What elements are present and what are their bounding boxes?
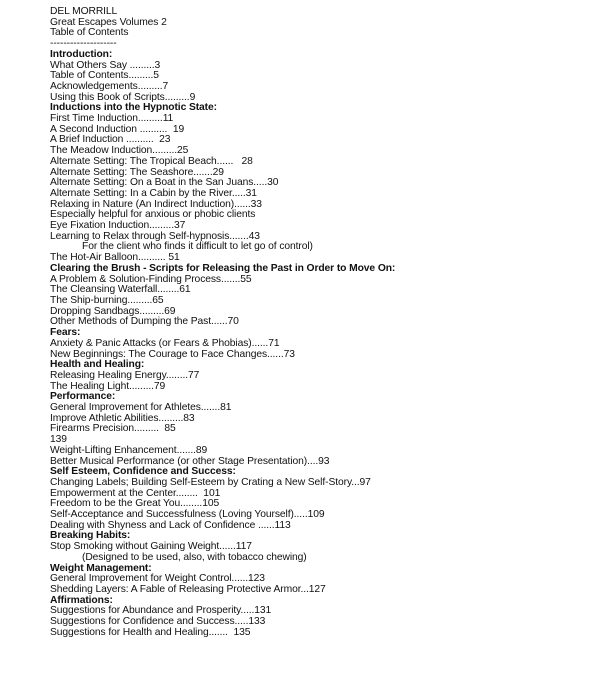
toc-entry: A Problem & Solution-Finding Process.......55 (50, 273, 252, 285)
section-heading: Breaking Habits: (50, 530, 131, 542)
toc-entry: Relaxing in Nature (An Indirect Induction)......33 (50, 198, 262, 210)
toc-entry: Dropping Sandbags.........69 (50, 305, 176, 317)
toc-entry: Suggestions for Health and Healing....... 135 (50, 626, 251, 638)
section-heading: Health and Healing: (50, 359, 145, 371)
toc-entry: Eye Fixation Induction.........37 (50, 220, 186, 232)
toc-entry: Other Methods of Dumping the Past......70 (50, 316, 239, 328)
toc-entry: The Cleansing Waterfall........61 (50, 284, 191, 296)
toc-entry: Table of Contents.........5 (50, 70, 159, 82)
book-title: Great Escapes Volumes 2 (50, 16, 167, 28)
toc-entry: Alternate Setting: The Tropical Beach...... 28 (50, 155, 253, 167)
toc-entry: The Hot-Air Balloon.......... 51 (50, 252, 180, 264)
toc-entry: Shedding Layers: A Fable of Releasing Protective Armor...127 (50, 583, 326, 595)
toc-entry: Alternate Setting: The Seashore.......29 (50, 166, 224, 178)
toc-entry: 139 (50, 434, 67, 446)
toc-entry: Empowerment at the Center........ 101 (50, 487, 221, 499)
toc-entry: Suggestions for Abundance and Prosperity.....131 (50, 605, 272, 617)
section-heading: Self Esteem, Confidence and Success: (50, 466, 236, 478)
toc-entry: General Improvement for Weight Control......123 (50, 573, 265, 585)
author-name: DEL MORRILL (50, 6, 118, 17)
section-heading: Affirmations: (50, 594, 113, 606)
toc-entry: Freedom to be the Great You........105 (50, 498, 220, 510)
toc-entry: New Beginnings: The Courage to Face Changes......73 (50, 348, 295, 360)
toc-entry: Dealing with Shyness and Lack of Confidence ......113 (50, 519, 291, 531)
section-heading: Fears: (50, 327, 81, 339)
dashed-rule: -------------------- (50, 38, 117, 50)
toc-entry: For the client who finds it difficult to let go of control) (82, 241, 313, 253)
section-heading: Performance: (50, 391, 116, 403)
toc-entry: The Healing Light.........79 (50, 380, 166, 392)
toc-entry: Suggestions for Confidence and Success.....133 (50, 616, 266, 628)
section-heading: Weight Management: (50, 562, 152, 574)
toc-entry: Self-Acceptance and Successfulness (Loving Yourself).....109 (50, 509, 325, 521)
section-heading: Clearing the Brush - Scripts for Releasing the Past in Order to Move On: (50, 262, 396, 274)
toc-entry: A Brief Induction .......... 23 (50, 134, 171, 146)
toc-heading: Table of Contents (50, 27, 129, 39)
toc-entry: Improve Athletic Abilities.........83 (50, 412, 195, 424)
toc-entry: Using this Book of Scripts.........9 (50, 91, 196, 103)
toc-entry: General Improvement for Athletes.......81 (50, 402, 232, 414)
toc-entry: First Time Induction.........11 (50, 113, 174, 125)
toc-entry: (Designed to be used, also, with tobacco chewing) (82, 551, 307, 563)
toc-entry: Changing Labels; Building Self-Esteem by Crating a New Self-Story...97 (50, 476, 371, 488)
toc-entry: Better Musical Performance (or other Stage Presentation)....93 (50, 455, 330, 467)
toc-entry: Alternate Setting: On a Boat in the San Juans.....30 (50, 177, 279, 189)
document-page (50, 7, 590, 638)
toc-entry: A Second Induction .......... 19 (50, 123, 185, 135)
toc-entry: Stop Smoking without Gaining Weight......117 (50, 541, 252, 553)
toc-entry: Firearms Precision......... 85 (50, 423, 176, 435)
toc-entry: Learning to Relax through Self-hypnosis.......43 (50, 230, 260, 242)
toc-entry: Acknowledgements.........7 (50, 80, 169, 92)
toc-entry: What Others Say .........3 (50, 59, 161, 71)
toc-entry: The Ship-burning.........65 (50, 294, 164, 306)
toc-entry: Anxiety & Panic Attacks (or Fears & Phobias)......71 (50, 337, 280, 349)
toc-entry: Weight-Lifting Enhancement.......89 (50, 444, 208, 456)
section-heading: Introduction: (50, 48, 113, 60)
section-heading: Inductions into the Hypnotic State: (50, 102, 217, 114)
toc-entry: Especially helpful for anxious or phobic clients (50, 209, 256, 221)
toc-entry: Releasing Healing Energy........77 (50, 369, 200, 381)
table-of-contents (50, 50, 590, 639)
toc-entry: The Meadow Induction.........25 (50, 145, 189, 157)
toc-entry: Alternate Setting: In a Cabin by the River.....31 (50, 187, 257, 199)
